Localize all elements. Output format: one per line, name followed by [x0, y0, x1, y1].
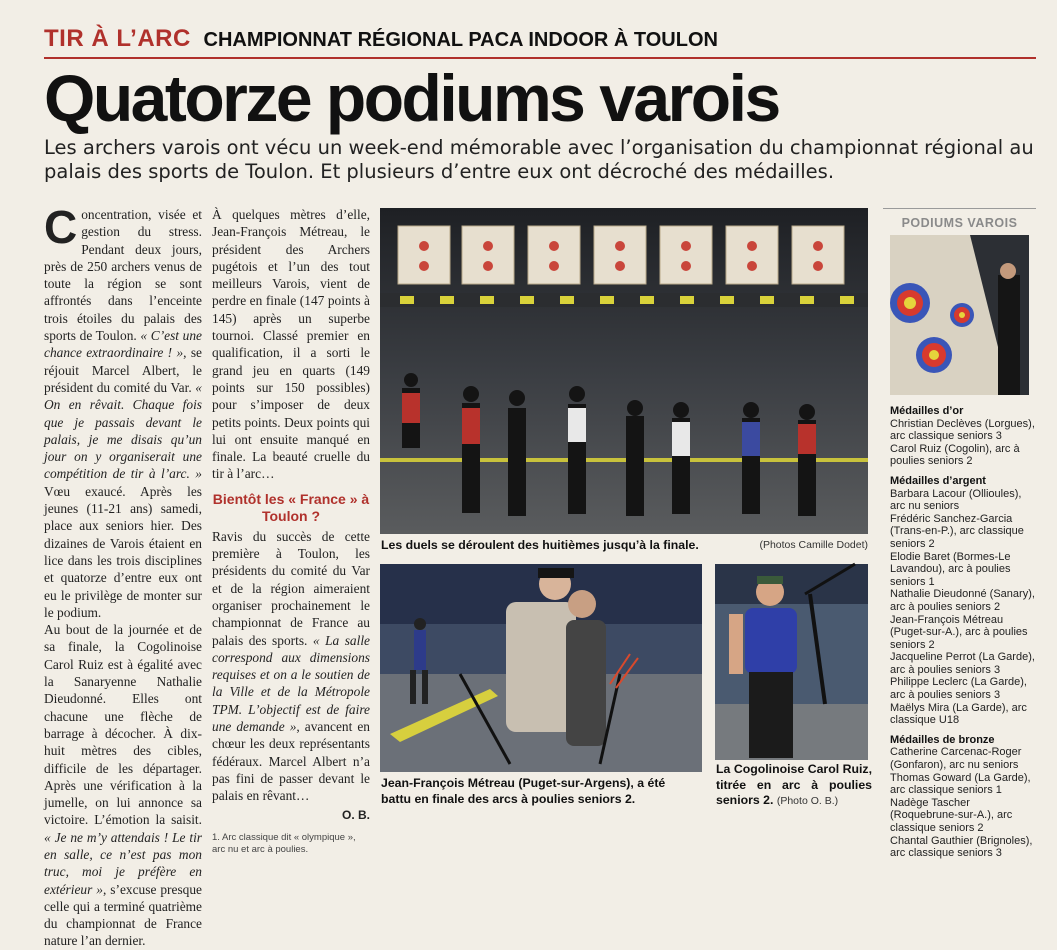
- p4-text-b: , avancent en chœur les deux représentants fédéraux. Marcel Albert n’a pas fini de passer devant le palais en rêvant…: [212, 719, 370, 804]
- headline: Quatorze podiums varois: [44, 61, 779, 135]
- caption-ruiz-text: La Cogolinoise Carol Ruiz, titrée en arc à poulies seniors 2.: [716, 762, 872, 807]
- photo-targets: [890, 235, 1029, 395]
- section-kicker: [44, 24, 1036, 59]
- section-label: TIR À L’ARC: [44, 25, 191, 52]
- p1-quote-1: « C’est une chance extraordinaire ! »: [44, 328, 202, 361]
- ruiz-photo-illustration: [715, 564, 868, 760]
- article-column-1: [44, 201, 202, 950]
- standfirst: Les archers varois ont vécu un week-end mémorable avec l’organisation du championnat régional au palais des sports de Toulon. Et plusieurs d’entre eux ont décroché des médailles.: [44, 136, 1034, 183]
- p1-text-c: Vœu exaucé. Après les jeunes (11-21 ans) samedi, place aux seniors hier. Des dizaines de Varois étaient en lice dans les trois disciplines et quatorze d’entre eux ont eu le privilège de monter sur le podium.: [44, 483, 202, 620]
- article-column-2: [212, 206, 370, 856]
- bronze-list: Catherine Carcenac-Roger (Gonfaron), arc nu seniors Thomas Goward (La Garde), arc classique seniors 1 Nadège Tascher (Roquebrune-sur-A.), arc classique seniors 2 Chantal Gauthier (Brignoles), arc classique seniors 3: [890, 746, 1033, 860]
- p1-text-b: , se réjouit Marcel Albert, le président du comité du Var.: [44, 345, 202, 395]
- caption-hug-photo: Jean-François Métreau (Puget-sur-Argens), a été battu en finale des arcs à poulies seniors 2.: [381, 776, 666, 806]
- silver-title: Médailles d’argent: [890, 474, 986, 487]
- sidebar-title: PODIUMS VAROIS: [901, 216, 1018, 230]
- paragraph-3: À quelques mètres d’elle, Jean-François Métreau, le président des Archers pugétois et l’un des tout meilleurs Varois, vient de perdre en finale (147 points à 145) après un superbe tournoi. Classé premier en qualification, il a sorti le grand jeu en quarts (149 points sur 150 possibles) pour s’imposer de deux petits points. Deux points qui lui ont ensuite manqué en finale. La beauté cruelle du tir à l’arc…: [212, 207, 370, 482]
- caption-ruiz-photo: [716, 762, 872, 810]
- medals-list: [883, 395, 1036, 860]
- caption-main-credit: (Photos Camille Dodet): [759, 539, 868, 551]
- p2-quote: « Je ne m’y attendais ! Le tir en salle, ce n’est pas mon truc, moi je préfère en extérieur »: [44, 829, 202, 897]
- p2-text-b: , s’excuse presque celle qui a terminé quatrième du championnat de France nature l’an dernier.: [44, 881, 202, 949]
- caption-main-photo: [381, 538, 868, 554]
- bronze-medals: [890, 734, 1036, 860]
- subhead: Bientôt les « France » à Toulon ?: [212, 490, 370, 524]
- targets-photo-illustration: [890, 235, 1029, 395]
- event-label: CHAMPIONNAT RÉGIONAL PACA INDOOR À TOULON: [203, 29, 718, 51]
- p4-quote: « La salle correspond aux dimensions requises et on a le soutien de la Ville et de la Métropole TPM. L’objectif est de faire une demande »: [212, 632, 370, 735]
- photo-metreau-hug: [380, 564, 702, 772]
- p2-text-a: Au bout de la journée et de sa finale, la Cogolinoise Carol Ruiz est à égalité avec la Sanaryenne Nathalie Dieudonné. Elles ont chacune une flèche de barrage à décocher. À dix-huit mètres des cibles, difficile de les départager. Après une vérification à la jumelle, on lui annonce sa victoire. L’émotion la saisit.: [44, 622, 202, 828]
- caption-main-text: Les duels se déroulent des huitièmes jusqu’à la finale.: [381, 538, 699, 552]
- drop-cap: C: [44, 201, 78, 253]
- photo-archers-duels: [380, 208, 868, 534]
- footnote: 1. Arc classique dit « olympique », arc nu et arc à poulies.: [212, 831, 356, 855]
- caption-ruiz-credit: (Photo O. B.): [776, 795, 839, 807]
- author-signature: O. B.: [341, 807, 370, 822]
- silver-list: Barbara Lacour (Ollioules), arc nu seniors Frédéric Sanchez-Garcia (Trans-en-P.), arc classique seniors 2 Elodie Baret (Bormes-Le Lavandou), arc à poulies seniors 1 Nathalie Dieudonné (Sanary), arc à poulies seniors 2 Jean-François Métreau (Puget-sur-A.), arc à poulies seniors 2 Jacqueline Perrot (La Garde), arc à poulies seniors 3 Philippe Leclerc (La Garde), arc à poulies seniors 3 Maëlys Mira (La Garde), arc classique U18: [890, 487, 1035, 727]
- photo-carol-ruiz: [715, 564, 868, 760]
- silver-medals: [890, 475, 1036, 727]
- p1-quote-2: « On en rêvait. Chaque fois que je passais devant le palais, je me disais qu’un jour on y organiserait une compétition de tir à l’arc. »: [44, 379, 202, 482]
- podiums-sidebar: [883, 208, 1036, 860]
- gold-list: Christian Declèves (Lorgues), arc classique seniors 3 Carol Ruiz (Cogolin), arc à poulies seniors 2: [890, 417, 1035, 468]
- bronze-title: Médailles de bronze: [890, 733, 995, 746]
- gold-medals: [890, 405, 1036, 468]
- p1-text-a: oncentration, visée et gestion du stress. Pendant deux jours, près de 250 archers venus de toute la région se sont affrontés dans l’enceinte trois étoiles du palais des sports de Toulon.: [44, 207, 202, 344]
- paragraph-1: [44, 201, 202, 621]
- hug-photo-illustration: [380, 564, 702, 772]
- gold-title: Médailles d’or: [890, 405, 964, 417]
- archers-photo-illustration: [380, 208, 868, 534]
- p4-text-a: Ravis du succès de cette première à Toulon, les présidents du comité du Var et de la région aimeraient organiser prochainement le championnat de France au palais des sports.: [212, 528, 370, 648]
- paragraph-2: [44, 621, 202, 950]
- paragraph-4: [212, 528, 370, 805]
